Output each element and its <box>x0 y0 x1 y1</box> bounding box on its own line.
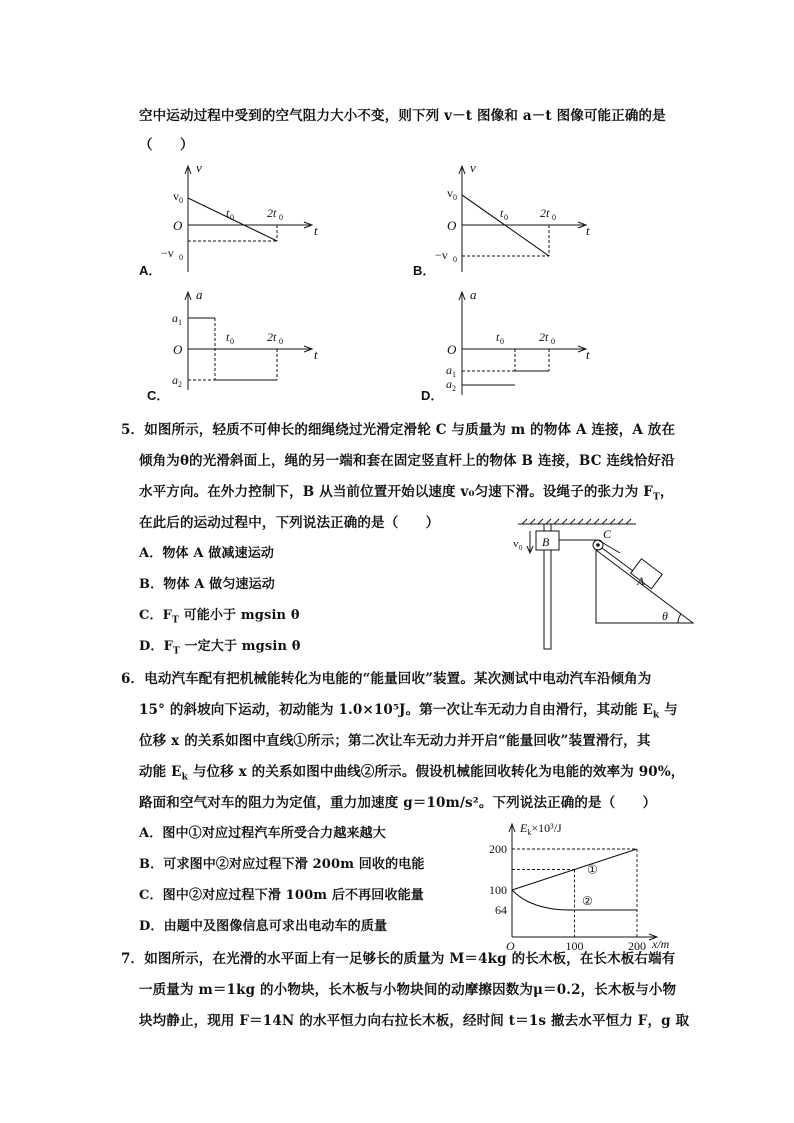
y-tick-100: 100 <box>489 883 507 897</box>
q5-fig-v0-sub: 0 <box>519 544 523 552</box>
q7-line1: 7．如图所示，在光滑的水平面上有一足够长的质量为 M＝4kg 的长木板，在长木板右端有 <box>121 951 676 967</box>
q4-c-2t0-sub: 0 <box>279 337 283 346</box>
q4-stem-line2: （ ） <box>139 137 194 153</box>
series-2-label: ② <box>582 894 593 908</box>
chart-ylabel: $E_k\times 10^3/J$ <box>520 821 562 837</box>
q4-d-taxis: t <box>586 347 590 362</box>
q4-c-origin: O <box>173 342 183 357</box>
chart-origin: O <box>506 939 515 953</box>
q4-c-a2: a <box>172 373 178 387</box>
q5-fig-v0: v <box>513 538 519 550</box>
q5-line2: 倾角为θ的光滑斜面上，绳的另一端和套在固定竖直杆上的物体 B 连接，BC 连线恰好沿 <box>139 453 675 469</box>
q4-a-v0: v <box>173 189 179 203</box>
q5-fig-theta: θ <box>662 609 668 623</box>
q5-fig-c: C <box>603 527 612 541</box>
q4-d-a2-sub: 2 <box>452 384 456 393</box>
q4-b-negv0: −v <box>435 248 448 262</box>
q6-line1: 6．电动汽车配有把机械能转化为电能的“能量回收”装置。某次测试中电动汽车沿倾角为 <box>121 671 652 687</box>
q4-option-b-label[interactable]: B． <box>413 263 436 278</box>
q6-line4: 动能 $E_k$ 与位移 x 的关系如图中曲线②所示。假设机械能回收转化为电能的效率为 90%， <box>139 764 685 783</box>
q4-d-origin: O <box>447 342 457 357</box>
q5-fig-b: B <box>542 535 550 549</box>
q4-d-a1: a <box>446 363 452 377</box>
q4-c-t0: t <box>226 330 230 344</box>
q4-d-yaxis: a <box>470 287 477 302</box>
q4-b-taxis: t <box>586 223 590 238</box>
x-tick-100: 100 <box>565 939 584 953</box>
y-tick-64: 64 <box>495 903 507 917</box>
q4-c-yaxis: a <box>196 287 203 302</box>
q4-option-a-label[interactable]: A． <box>139 263 162 278</box>
q7-line3: 块均静止，现用 F＝14N 的水平恒力向右拉长木板，经时间 t＝1s 撤去水平恒力 F，g 取 <box>139 1013 690 1029</box>
q6-line2: 15° 的斜坡向下运动，初动能为 1.0×10⁵J。第一次让车无动力自由滑行，其动能 $E_k$ 与 <box>139 702 678 721</box>
q4-c-taxis: t <box>314 347 318 362</box>
chart-xlabel: x/m <box>652 937 670 951</box>
q4-b-2t0-sub: 0 <box>552 213 556 222</box>
q4-c-a2-sub: 2 <box>178 380 182 389</box>
q4-b-negv0-sub: 0 <box>453 255 457 264</box>
q6-option-b[interactable]: B．可求图中②对应过程下滑 200m 回收的电能 <box>139 857 425 872</box>
q4-stem-line1: 空中运动过程中受到的空气阻力大小不变，则下列 v－t 图像和 a－t 图像可能正确的是 <box>139 108 666 124</box>
q5-option-b[interactable]: B．物体 A 做匀速运动 <box>139 577 275 592</box>
y-tick-200: 200 <box>489 842 507 856</box>
q4-d-a1-sub: 1 <box>452 370 456 379</box>
q4-b-t0-sub: 0 <box>504 213 508 222</box>
q4-b-v0-sub: 0 <box>453 193 457 202</box>
q4-a-2t0: 2t <box>267 206 277 220</box>
q4-b-origin: O <box>447 218 457 233</box>
q4-a-negv0-sub: 0 <box>179 253 183 262</box>
q5-fig-a: A <box>637 574 645 588</box>
q6-option-c[interactable]: C．图中②对应过程下滑 100m 后不再回收能量 <box>139 888 424 903</box>
q5-line3: 水平方向。在外力控制下，B 从当前位置开始以速度 v₀匀速下滑。设绳子的张力为 $F_T$， <box>139 484 674 503</box>
q4-c-a1: a <box>172 311 178 325</box>
q5-option-d[interactable]: D．$F_T$ 一定大于 mgsin θ <box>139 639 301 657</box>
q4-c-a1-sub: 1 <box>178 318 182 327</box>
q4-c-t0-sub: 0 <box>230 337 234 346</box>
q4-a-negv0: −v <box>161 246 174 260</box>
q4-a-v0-sub: 0 <box>179 196 183 205</box>
q7-line2: 一质量为 m＝1kg 的小物块，长木板与小物块间的动摩擦因数为μ＝0.2，长木板与小物 <box>139 982 677 998</box>
series-1-line <box>512 849 637 890</box>
x-tick-200: 200 <box>628 939 646 953</box>
q5-line1: 5．如图所示，轻质不可伸长的细绳绕过光滑定滑轮 C 与质量为 m 的物体 A 连接，A 放在 <box>121 422 676 438</box>
q4-d-a2: a <box>446 377 452 391</box>
q4-option-d-label[interactable]: D． <box>421 388 444 403</box>
q4-a-taxis: t <box>314 223 318 238</box>
q4-d-t0-sub: 0 <box>500 337 504 346</box>
q5-line4: 在此后的运动过程中，下列说法正确的是（ ） <box>139 515 440 531</box>
q4-d-2t0: 2t <box>539 330 549 344</box>
q4-b-2t0: 2t <box>540 206 550 220</box>
q4-b-t0: t <box>500 206 504 220</box>
q4-a-t0: t <box>226 206 230 220</box>
q4-b-yaxis: v <box>470 160 476 175</box>
q4-a-t0-sub: 0 <box>230 213 234 222</box>
q4-b-v0: v <box>447 186 453 200</box>
q4-d-2t0-sub: 0 <box>551 337 555 346</box>
q4-a-origin: O <box>173 218 183 233</box>
series-1-label: ① <box>587 862 598 877</box>
q4-option-c-label[interactable]: C． <box>147 388 170 403</box>
q4-d-t0: t <box>496 330 500 344</box>
q5-option-c[interactable]: C．$F_T$ 可能小于 mgsin θ <box>139 608 300 626</box>
q4-a-yaxis: v <box>196 160 202 175</box>
q4-a-2t0-sub: 0 <box>279 213 283 222</box>
q6-line5: 路面和空气对车的阻力为定值，重力加速度 g＝10m/s²。下列说法正确的是（ ） <box>139 795 657 811</box>
q4-c-2t0: 2t <box>267 330 277 344</box>
q6-option-d[interactable]: D．由题中及图像信息可求出电动车的质量 <box>139 919 388 934</box>
q6-option-a[interactable]: A．图中①对应过程汽车所受合力越来越大 <box>139 826 386 841</box>
q5-option-a[interactable]: A．物体 A 做减速运动 <box>139 546 275 561</box>
q6-line3: 位移 x 的关系如图中直线①所示；第二次让车无动力并开启“能量回收”装置滑行，其 <box>139 733 651 749</box>
